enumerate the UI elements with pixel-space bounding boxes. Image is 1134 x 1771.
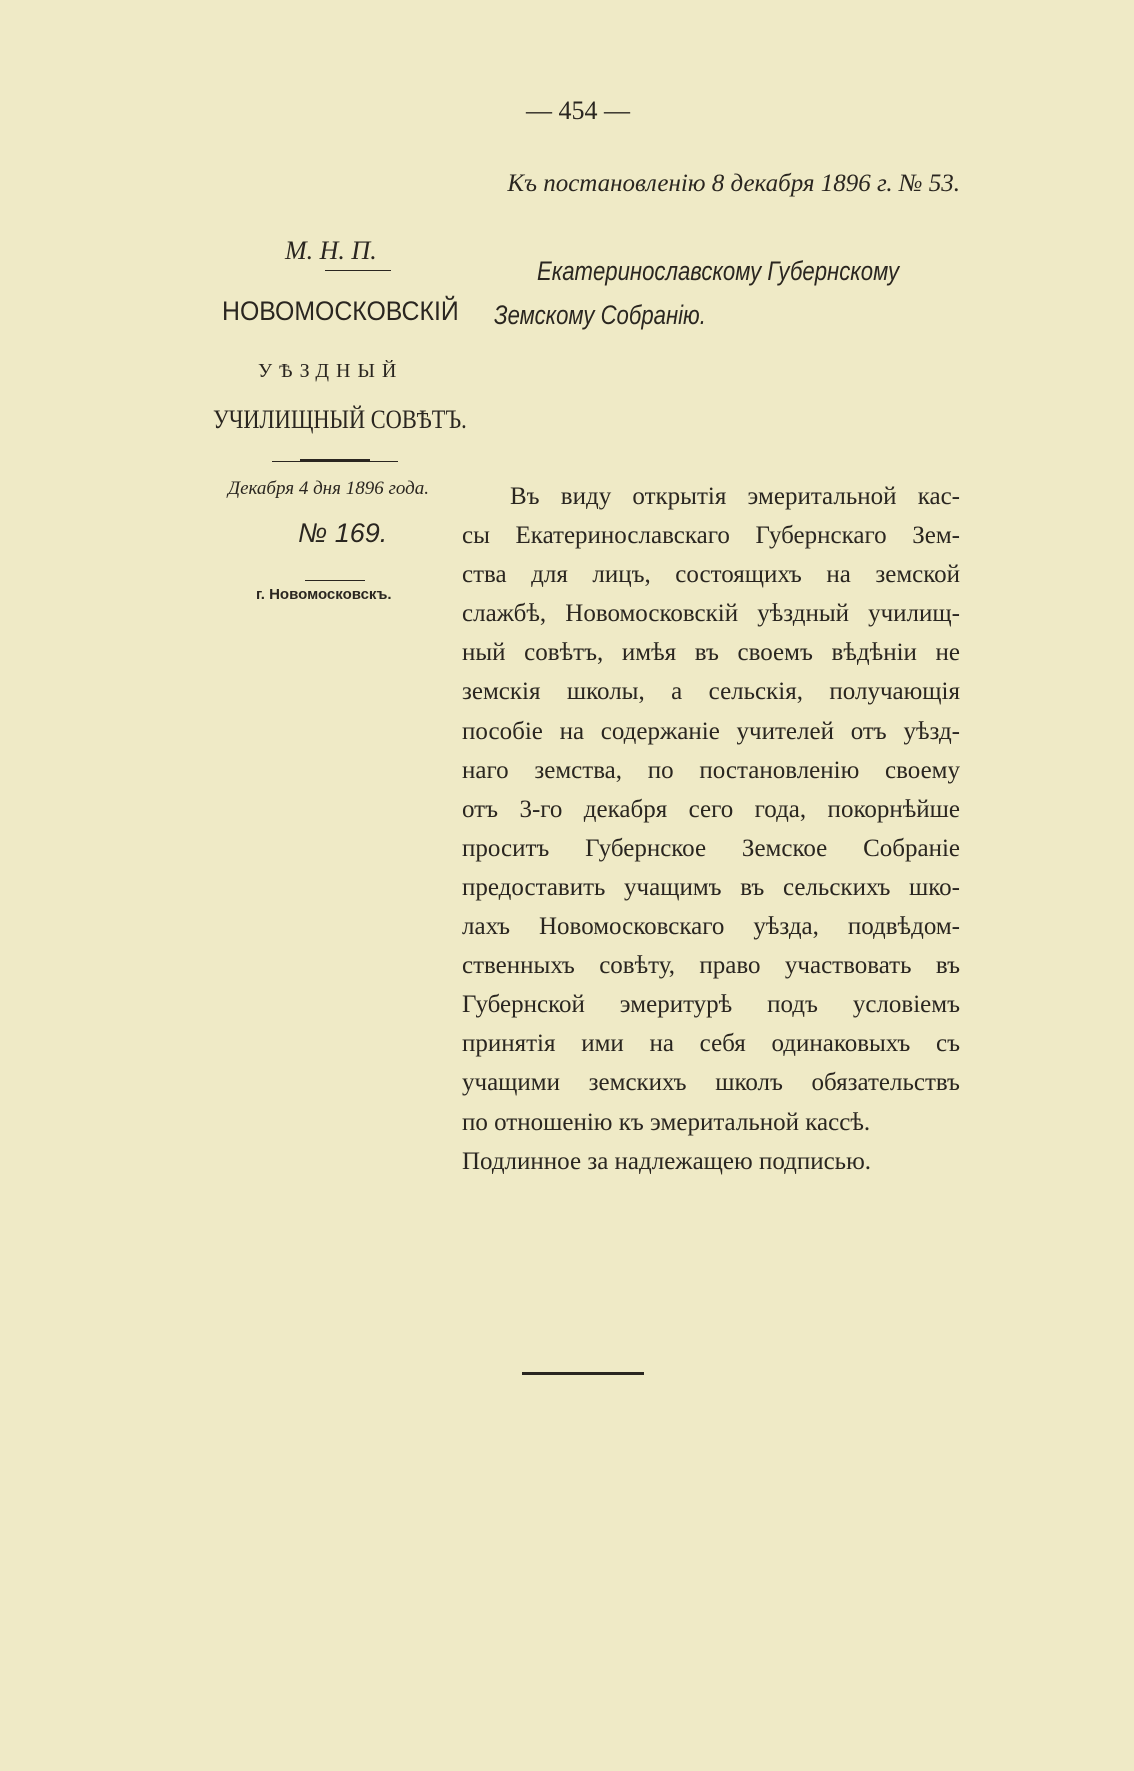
- body-line: земскія школы, а сельскія, получающія: [462, 678, 960, 706]
- body-line: предоставить учащимъ въ сельскихъ шко-: [462, 873, 960, 901]
- ministry-abbreviation: М. Н. П.: [285, 236, 377, 265]
- ornament-divider-center: [300, 459, 370, 462]
- body-line: ства для лицъ, состоящихъ на земской: [462, 561, 960, 589]
- institution-council: УЧИЛИЩНЫЙ СОВѢТЪ.: [213, 405, 467, 434]
- divider: [305, 580, 365, 581]
- body-line: по отношенію къ эмеритальной кассѣ.: [462, 1108, 871, 1136]
- divider: [325, 270, 391, 271]
- body-line: отъ 3-го декабря сего года, покорнѣйше: [462, 795, 960, 823]
- addressee-line-1: Екатеринославскому Губернскому: [537, 256, 900, 286]
- addressee-line-2: Земскому Собранію.: [494, 300, 706, 330]
- body-line: Въ виду открытія эмеритальной кас-: [510, 483, 960, 510]
- resolution-reference: Къ постановленію 8 декабря 1896 г. № 53.: [507, 170, 960, 197]
- body-line: наго земства, по постановленію своему: [462, 756, 960, 784]
- letter-number: № 169.: [298, 518, 388, 548]
- body-line: Губернской эмеритурѣ подъ условіемъ: [462, 991, 960, 1019]
- body-line: сы Екатеринославскаго Губернскаго Зем-: [462, 522, 960, 550]
- body-line: проситъ Губернское Земское Собраніе: [462, 834, 960, 862]
- body-line: ный совѣтъ, имѣя въ своемъ вѣдѣніи не: [462, 639, 960, 667]
- body-line: принятія ими на себя одинаковыхъ съ: [462, 1030, 960, 1058]
- institution-name: НОВОМОСКОВСКІЙ: [222, 296, 459, 326]
- letter-date: Декабря 4 дня 1896 года.: [228, 478, 429, 499]
- letter-city: г. Новомосковскъ.: [256, 586, 392, 603]
- body-line: слажбѣ, Новомосковскій уѣздный училищ-: [462, 600, 960, 628]
- body-line: учащими земскихъ школъ обязательствъ: [462, 1069, 960, 1097]
- body-line: Подлинное за надлежащею подписью.: [462, 1147, 872, 1175]
- page-number: — 454 —: [526, 96, 630, 125]
- body-line: лахъ Новомосковскаго уѣзда, подвѣдом-: [462, 913, 960, 941]
- body-line: ственныхъ совѣту, право участвовать въ: [462, 952, 960, 980]
- closing-rule: [522, 1372, 644, 1375]
- institution-district: УѢЗДНЫЙ: [258, 360, 404, 382]
- body-line: пособіе на содержаніе учителей отъ уѣзд-: [462, 717, 960, 745]
- letter-body: [462, 477, 960, 1181]
